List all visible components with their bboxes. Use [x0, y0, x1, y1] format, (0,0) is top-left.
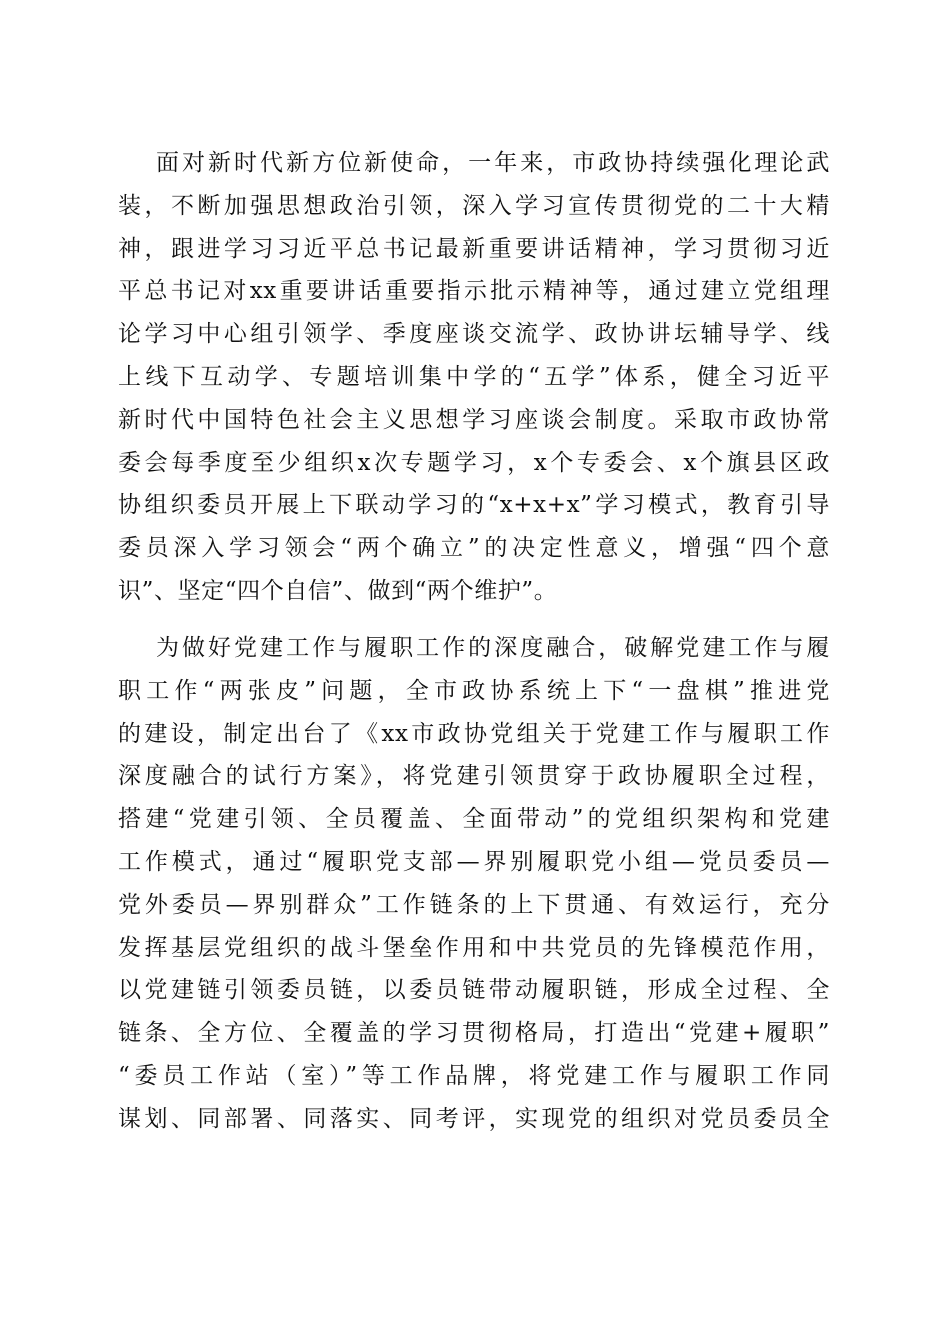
text-line: 神，跟进学习习近平总书记最新重要讲话精神，学习贯彻习近	[118, 235, 830, 262]
text-line: 为做好党建工作与履职工作的深度融合，破解党建工作与履	[156, 635, 830, 661]
text-line: 新时代中国特色社会主义思想学习座谈会制度。采取市政协常	[118, 406, 830, 433]
text-line: 的建设，制定出台了《xx市政协党组关于党建工作与履职工作	[118, 720, 830, 747]
text-line: 链条、全方位、全覆盖的学习贯彻格局，打造出“党建+履职”	[118, 1020, 830, 1047]
text-line: 识”、坚定“四个自信”、做到“两个维护”。	[118, 577, 558, 604]
text-line: 平总书记对xx重要讲话重要指示批示精神等，通过建立党组理	[118, 278, 830, 305]
text-line: 发挥基层党组织的战斗堡垒作用和中共党员的先锋模范作用，	[118, 934, 830, 961]
text-line: 以党建链引领委员链，以委员链带动履职链，形成全过程、全	[118, 977, 830, 1004]
text-line: 工作模式，通过“履职党支部—界别履职党小组—党员委员—	[118, 848, 830, 875]
text-line: “委员工作站（室）”等工作品牌，将党建工作与履职工作同	[118, 1062, 830, 1089]
text-line: 装，不断加强思想政治引领，深入学习宣传贯彻党的二十大精	[118, 192, 830, 219]
paragraph-party-building	[118, 627, 830, 1141]
text-line: 面对新时代新方位新使命，一年来，市政协持续强化理论武	[156, 150, 830, 176]
text-line: 谋划、同部署、同落实、同考评，实现党的组织对党员委员全	[118, 1105, 830, 1132]
text-line: 协组织委员开展上下联动学习的“x+x+x”学习模式，教育引导	[118, 492, 830, 519]
paragraph-theory-study	[118, 142, 830, 613]
text-line: 职工作“两张皮”问题，全市政协系统上下“一盘棋”推进党	[118, 677, 830, 704]
text-line: 委会每季度至少组织x次专题学习，x个专委会、x个旗县区政	[118, 449, 830, 476]
text-line: 搭建“党建引领、全员覆盖、全面带动”的党组织架构和党建	[118, 806, 830, 833]
text-line: 论学习中心组引领学、季度座谈交流学、政协讲坛辅导学、线	[118, 321, 830, 348]
text-line: 深度融合的试行方案》，将党建引领贯穿于政协履职全过程，	[118, 763, 830, 790]
text-line: 委员深入学习领会“两个确立”的决定性意义，增强“四个意	[118, 535, 830, 562]
text-line: 上线下互动学、专题培训集中学的“五学”体系，健全习近平	[118, 363, 830, 390]
text-line: 党外委员—界别群众”工作链条的上下贯通、有效运行，充分	[118, 891, 830, 918]
